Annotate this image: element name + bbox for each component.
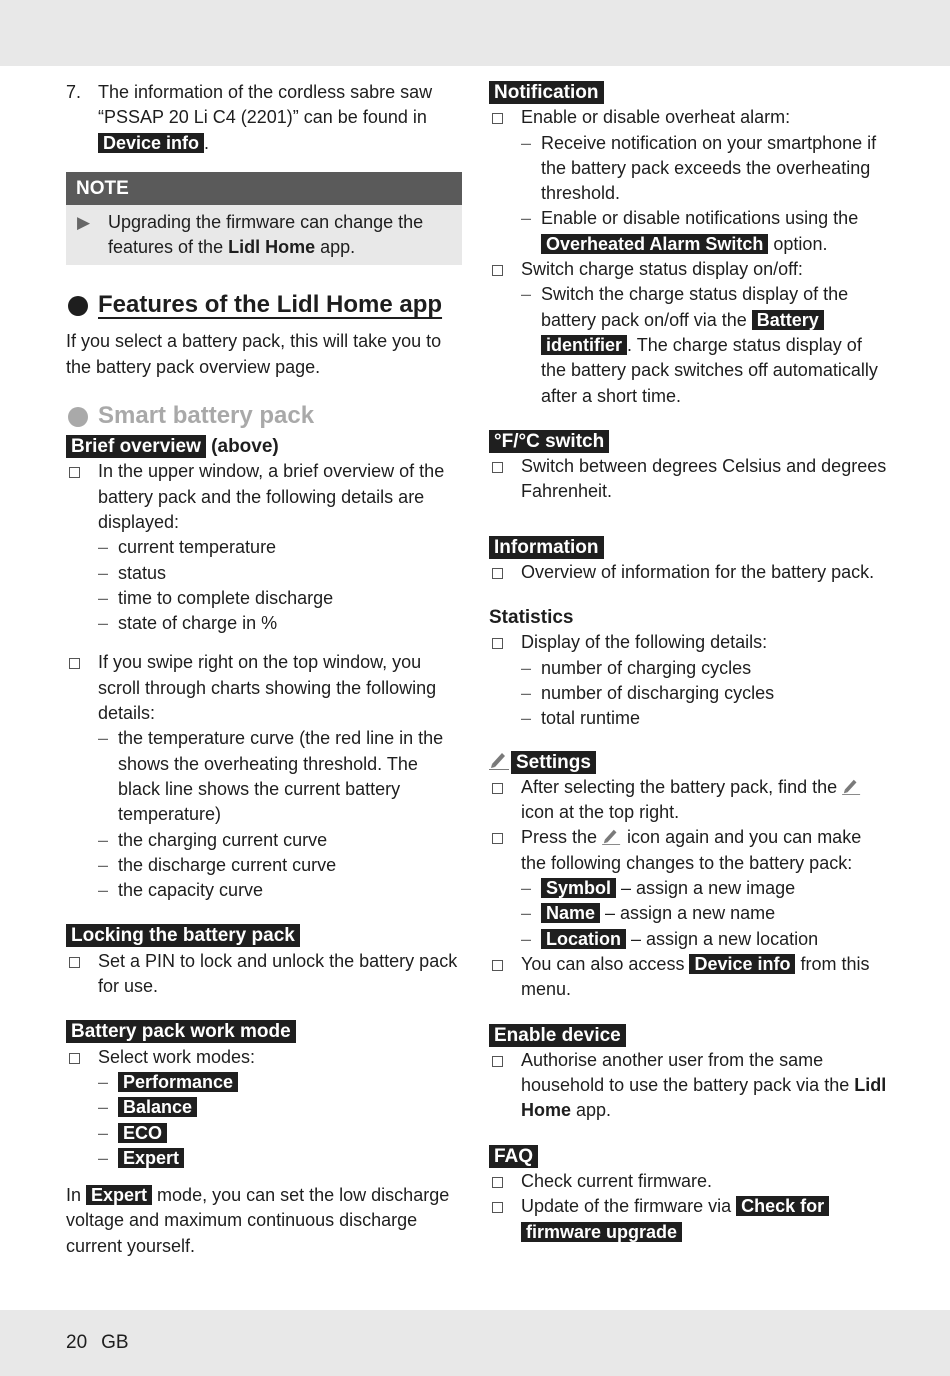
name-label: Name (541, 903, 600, 923)
faq-label: FAQ (489, 1145, 538, 1168)
note-box (66, 172, 462, 266)
symbol-label: Symbol (541, 878, 616, 898)
brief-overview-suffix: (above) (205, 436, 279, 458)
detail-item: – Receive notification on your smartphone if the battery pack exceeds the overheating threshold. (521, 131, 889, 207)
note-heading: NOTE (66, 172, 462, 205)
detail-item: – number of discharging cycles (521, 681, 889, 706)
list-item (489, 630, 889, 731)
list-item: Switch between degrees Celsius and degrees Fahrenheit. (489, 454, 889, 505)
temp-switch-label: °F/°C switch (489, 430, 609, 453)
detail-item (521, 282, 889, 408)
detail-item: – the charging current curve (98, 828, 462, 853)
detail-item: – total runtime (521, 706, 889, 731)
work-mode-section (66, 1019, 462, 1259)
list-item: Set a PIN to lock and unlock the battery pack for use. (66, 949, 462, 1000)
grey-dot-icon (68, 407, 88, 427)
notification-item-text: Switch charge status display on/off: (521, 259, 803, 280)
detail-text-end: option. (768, 233, 828, 254)
settings-label: Settings (511, 751, 596, 774)
detail-text-end: . The charge status display of the battery pack switches off automatically after a short time. (541, 334, 878, 406)
notification-label: Notification (489, 81, 604, 104)
bullet-dot-icon (68, 296, 88, 316)
detail-item: – status (98, 561, 462, 586)
list-item (66, 459, 462, 636)
battery-label: Battery (752, 310, 824, 330)
detail-text: Switch the charge status display of the battery pack on/off via the (541, 284, 849, 330)
detail-item: – current temperature (98, 535, 462, 560)
settings-text: Press the (521, 827, 603, 848)
features-intro: If you select a battery pack, this will take you to the battery pack overview page. (66, 331, 442, 377)
mode-balance: Balance (118, 1097, 197, 1117)
detail-item: – time to complete discharge (98, 586, 462, 611)
information-label: Information (489, 536, 604, 559)
list-item (489, 775, 889, 826)
overheated-alarm-switch-label: Overheated Alarm Switch (541, 234, 768, 254)
option-item (521, 901, 889, 926)
para-end: mode, you can set the low discharge voltage and maximum continuous discharge current yourself. (66, 1185, 450, 1256)
faq-section (489, 1144, 889, 1245)
locking-section (66, 923, 462, 999)
faq-text: Update of the firmware via (521, 1196, 737, 1217)
statistics-item-text: Display of the following details: (521, 632, 768, 653)
work-mode-label: Battery pack work mode (66, 1020, 296, 1043)
right-column (489, 80, 889, 1245)
expert-label: Expert (86, 1185, 152, 1205)
page-number: 20 (66, 1332, 88, 1353)
features-heading (66, 289, 462, 321)
features-heading-text: Features of the Lidl Home app (98, 291, 443, 319)
step-number: 7. (66, 82, 82, 102)
statistics-heading: Statistics (489, 607, 574, 629)
list-item (489, 257, 889, 409)
list-item (66, 650, 462, 903)
settings-section (489, 750, 889, 1003)
left-column (66, 80, 462, 1259)
notification-item-text: Enable or disable overheat alarm: (521, 107, 791, 128)
list-item: Check current firmware. (489, 1169, 889, 1194)
mode-item (98, 1146, 462, 1171)
smart-battery-heading (66, 400, 462, 432)
expert-mode-paragraph (66, 1183, 462, 1259)
brief-item-text: If you swipe right on the top window, you scroll through charts showing the following details: (98, 652, 437, 724)
detail-item: – number of charging cycles (521, 656, 889, 681)
detail-text: Enable or disable notifications using the (541, 208, 859, 229)
option-desc: – assign a new image (616, 878, 796, 899)
device-info-label: Device info (689, 954, 795, 974)
settings-text-end: icon at the top right. (521, 802, 680, 823)
temp-switch-section (489, 429, 889, 505)
mode-item (98, 1121, 462, 1146)
settings-text-end: icon again and you can make the following changes to the battery pack: (521, 827, 862, 873)
detail-item: – the capacity curve (98, 878, 462, 903)
enable-text: Authorise another user from the same household to use the battery pack via the (521, 1049, 855, 1096)
note-app-name: Lidl Home (228, 237, 316, 258)
pencil-icon (489, 750, 511, 770)
step-end: . (204, 132, 210, 153)
note-text: Upgrading the firmware can change the features of the (108, 211, 424, 258)
mode-performance: Performance (118, 1072, 238, 1092)
enable-device-section (489, 1023, 889, 1124)
smart-battery-heading-text: Smart battery pack (98, 402, 315, 430)
mode-item (98, 1070, 462, 1095)
list-item (489, 105, 889, 257)
brief-overview-label: Brief overview (66, 435, 206, 458)
step-7 (66, 80, 462, 156)
firmware-upgrade-label: firmware upgrade (521, 1222, 682, 1242)
list-item (489, 1194, 889, 1245)
page-footer (66, 1332, 143, 1354)
option-desc: – assign a new name (600, 903, 776, 924)
statistics-section (489, 605, 889, 731)
detail-item (521, 206, 889, 257)
settings-text-end: from this menu. (521, 953, 870, 1000)
para-start: In (66, 1185, 87, 1206)
detail-item: – state of charge in % (98, 611, 462, 636)
brief-item-text: In the upper window, a brief overview of the battery pack and the following details are displayed: (98, 461, 445, 532)
check-for-label: Check for (736, 1196, 829, 1216)
mode-expert: Expert (118, 1148, 184, 1168)
mode-item (98, 1095, 462, 1120)
mode-eco: ECO (118, 1123, 167, 1143)
pencil-icon (602, 827, 622, 845)
settings-text: After selecting the battery pack, find the (521, 776, 843, 797)
app-name: Lidl Home (521, 1075, 887, 1121)
detail-item: – the temperature curve (the red line in the shows the overheating threshold. The black line shows the current battery temperature) (98, 726, 462, 827)
notification-section (489, 80, 889, 409)
triangle-right-icon: ▶ (77, 212, 91, 232)
enable-device-label: Enable device (489, 1024, 626, 1047)
list-item (66, 1045, 462, 1171)
device-info-label: Device info (98, 133, 204, 153)
option-item (521, 876, 889, 901)
location-label: Location (541, 929, 626, 949)
list-item (489, 1048, 889, 1124)
brief-overview-section (66, 434, 462, 903)
list-item (489, 952, 889, 1003)
settings-text: You can also access (521, 953, 690, 974)
detail-item: – the discharge current curve (98, 853, 462, 878)
top-margin-band (0, 0, 950, 66)
option-item (521, 927, 889, 952)
identifier-label: identifier (541, 335, 627, 355)
pencil-icon (842, 777, 862, 795)
work-mode-item-text: Select work modes: (98, 1046, 256, 1067)
note-body (66, 205, 462, 266)
list-item: Overview of information for the battery pack. (489, 560, 889, 585)
language-code: GB (101, 1332, 129, 1353)
enable-text-end: app. (571, 1100, 612, 1121)
option-desc: – assign a new location (626, 928, 819, 949)
information-section (489, 535, 889, 586)
list-item (489, 825, 889, 951)
locking-label: Locking the battery pack (66, 924, 300, 947)
step-text: The information of the cordless sabre saw “PSSAP 20 Li C4 (2201)” can be found in (98, 82, 433, 128)
note-text-end: app. (315, 237, 356, 258)
